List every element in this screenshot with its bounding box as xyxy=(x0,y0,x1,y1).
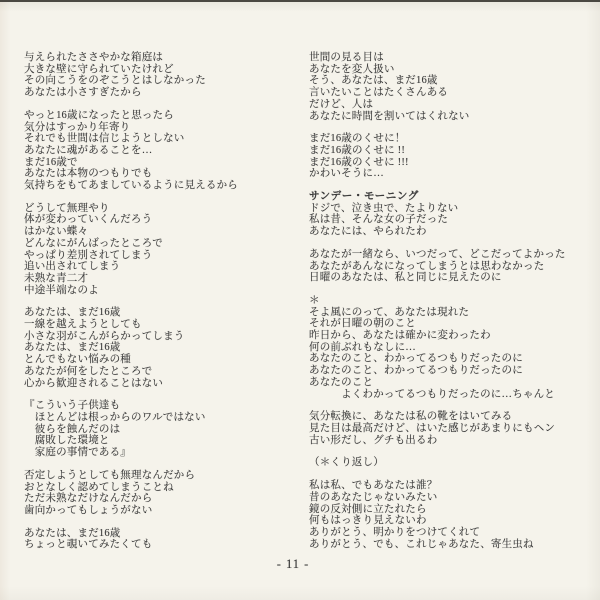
lyric-line: 中途半端なのよ xyxy=(24,284,99,296)
lyric-line: ありがとう、でも、これじゃあなた、寄生虫ね xyxy=(309,538,534,550)
lyric-stanza xyxy=(24,110,286,192)
page-number: - 11 - xyxy=(276,557,310,571)
lyric-line: その向こうをのぞこうとはしなかった xyxy=(24,75,206,87)
lyric-stanza xyxy=(309,457,591,469)
lyric-stanza xyxy=(309,203,591,238)
lyric-line: 鏡の反対側に立たれたら xyxy=(309,503,427,515)
lyric-line: （＊くり返し） xyxy=(309,457,384,469)
lyric-line: ＊ xyxy=(309,294,320,306)
lyric-line: あなたのこと、わかってるつもりだったのに xyxy=(309,353,523,365)
lyric-line: とんでもない悩みの種 xyxy=(24,354,131,366)
lyric-line: 『こういう子供達も xyxy=(24,400,121,412)
lyric-line: あなたに魂があることを… xyxy=(24,144,153,156)
lyric-line: まだ16歳のくせに !!! xyxy=(309,156,409,168)
lyric-stanza xyxy=(24,203,286,297)
lyric-line: ドジで、泣き虫で、たよりない xyxy=(309,202,459,214)
lyric-line: あなたは小さすぎたから xyxy=(24,87,142,99)
lyric-stanza xyxy=(24,52,286,99)
lyric-line: そよ風にのって、あなたは現れた xyxy=(309,306,470,318)
lyric-line: まだ16歳のくせに !! xyxy=(309,144,406,156)
lyric-stanza xyxy=(24,528,286,551)
lyric-stanza xyxy=(309,295,591,400)
lyric-line: あなたには、やられたわ xyxy=(309,226,427,238)
lyric-line: どんなにがんばったところで xyxy=(24,237,163,249)
lyric-line: あなたを変人扱い xyxy=(309,63,395,75)
lyric-line: あなたのこと、わかってるつもりだったのに xyxy=(309,365,523,377)
lyric-line: あなたは、まだ16歳 xyxy=(24,307,121,319)
lyric-line: どうして無理やり xyxy=(24,202,110,214)
lyric-line: ありがとう、明かりをつけてくれて xyxy=(309,526,481,538)
lyric-line: それでも世間は信じようとしない xyxy=(24,133,185,145)
lyrics-column-right xyxy=(309,52,591,561)
lyric-line: 体が変わっていくんだろう xyxy=(24,214,153,226)
lyric-stanza xyxy=(309,249,591,284)
lyric-line: あなたが何をしたところで xyxy=(24,365,153,377)
lyric-line: 古い形だし、グチも出るわ xyxy=(309,434,438,446)
lyric-line: 心から歓迎されることはない xyxy=(24,377,164,389)
song-title-block xyxy=(309,191,591,203)
lyric-line: やっぱり差別されてしまう xyxy=(24,249,153,261)
lyric-line: ただ未熟なだけなんだから xyxy=(24,493,153,505)
lyric-line: あなたは、まだ16歳 xyxy=(24,527,121,539)
lyric-stanza xyxy=(309,133,591,180)
lyric-line: まだ16歳で xyxy=(24,156,78,168)
lyric-line: 何もはっきり見えないわ xyxy=(309,515,427,527)
lyric-line: 彼らを蝕んだのは xyxy=(24,423,121,435)
lyric-line: 追い出されてしまう xyxy=(24,261,121,273)
lyric-line: はかない蝶々 xyxy=(24,226,89,238)
lyric-line: 大きな壁に守られていたけれど xyxy=(24,63,174,75)
lyric-line: 小さな羽がこんがらかってしまう xyxy=(24,330,185,342)
lyric-line: 日曜のあなたは、私と同じに見えたのに xyxy=(309,272,502,284)
lyrics-column-left xyxy=(24,52,286,562)
lyric-line: よくわかってるつもりだったのに…ちゃんと xyxy=(309,388,555,400)
lyric-line: ちょっと覗いてみたくても xyxy=(24,539,153,551)
lyric-line: あなたは、まだ16歳 xyxy=(24,342,121,354)
lyric-stanza xyxy=(24,400,286,459)
lyric-stanza xyxy=(309,480,591,550)
lyric-line: 私は私、でもあなたは誰？ xyxy=(309,480,438,492)
lyric-line: あなたに時間を割いてはくれない xyxy=(309,110,470,122)
scan-edge xyxy=(0,0,600,2)
lyric-line: 気分はすっかり年寄り xyxy=(24,121,131,133)
lyric-line: それが日曜の朝のこと xyxy=(309,318,416,330)
lyric-line: 未熟な青二才 xyxy=(24,272,89,284)
lyric-line: 与えられたささやかな箱庭は xyxy=(24,52,164,63)
lyric-line: 否定しようとしても無理なんだから xyxy=(24,469,196,481)
lyric-line: だけど、人は xyxy=(309,98,374,110)
lyric-line: 昔のあなたじゃないみたい xyxy=(309,491,438,503)
lyric-line: 家庭の事情である』 xyxy=(24,447,131,459)
lyric-line: 言いたいことはたくさんある xyxy=(309,87,449,99)
lyric-line: かわいそうに… xyxy=(309,168,384,180)
lyric-line: 見た目は最高だけど、はいた感じがあまりにもヘン xyxy=(309,422,556,434)
lyric-line: 気持ちをもてあましているように見えるから xyxy=(24,180,238,192)
lyric-stanza xyxy=(309,52,591,122)
lyric-line: 気分転換に、あなたは私の靴をはいてみる xyxy=(309,411,513,423)
lyric-line: 世間の見る目は xyxy=(309,52,384,63)
lyric-line: あなたが一緒なら、いつだって、どこだってよかった xyxy=(309,248,566,260)
lyric-line: やっと16歳になったと思ったら xyxy=(24,109,174,121)
lyric-line: あなたのこと xyxy=(309,376,374,388)
lyric-line: 一線を越えようとしても xyxy=(24,319,142,331)
lyric-line: あなたがあんなになってしまうとは思わなかった xyxy=(309,260,545,272)
lyric-line: あなたは本物のつもりでも xyxy=(24,168,153,180)
lyric-line: 私は昔、そんな女の子だった xyxy=(309,214,449,226)
lyric-stanza xyxy=(24,307,286,389)
lyric-line: おとなしく認めてしまうことね xyxy=(24,481,174,493)
song-title: サンデー・モーニング xyxy=(309,191,419,203)
lyric-stanza xyxy=(24,470,286,517)
lyric-line: 何の前ぶれもなしに… xyxy=(309,341,416,353)
lyric-line: 腐敗した環境と xyxy=(24,435,110,447)
lyric-line: 歯向かってもしょうがない xyxy=(24,504,153,516)
lyric-line: そう、あなたは、まだ16歳 xyxy=(309,75,438,87)
lyric-line: まだ16歳のくせに！ xyxy=(309,133,406,145)
lyric-line: 昨日から、あなたは確かに変わったわ xyxy=(309,330,491,342)
lyric-stanza xyxy=(309,411,591,446)
lyric-line: ほとんどは根っからのワルではない xyxy=(24,411,206,423)
